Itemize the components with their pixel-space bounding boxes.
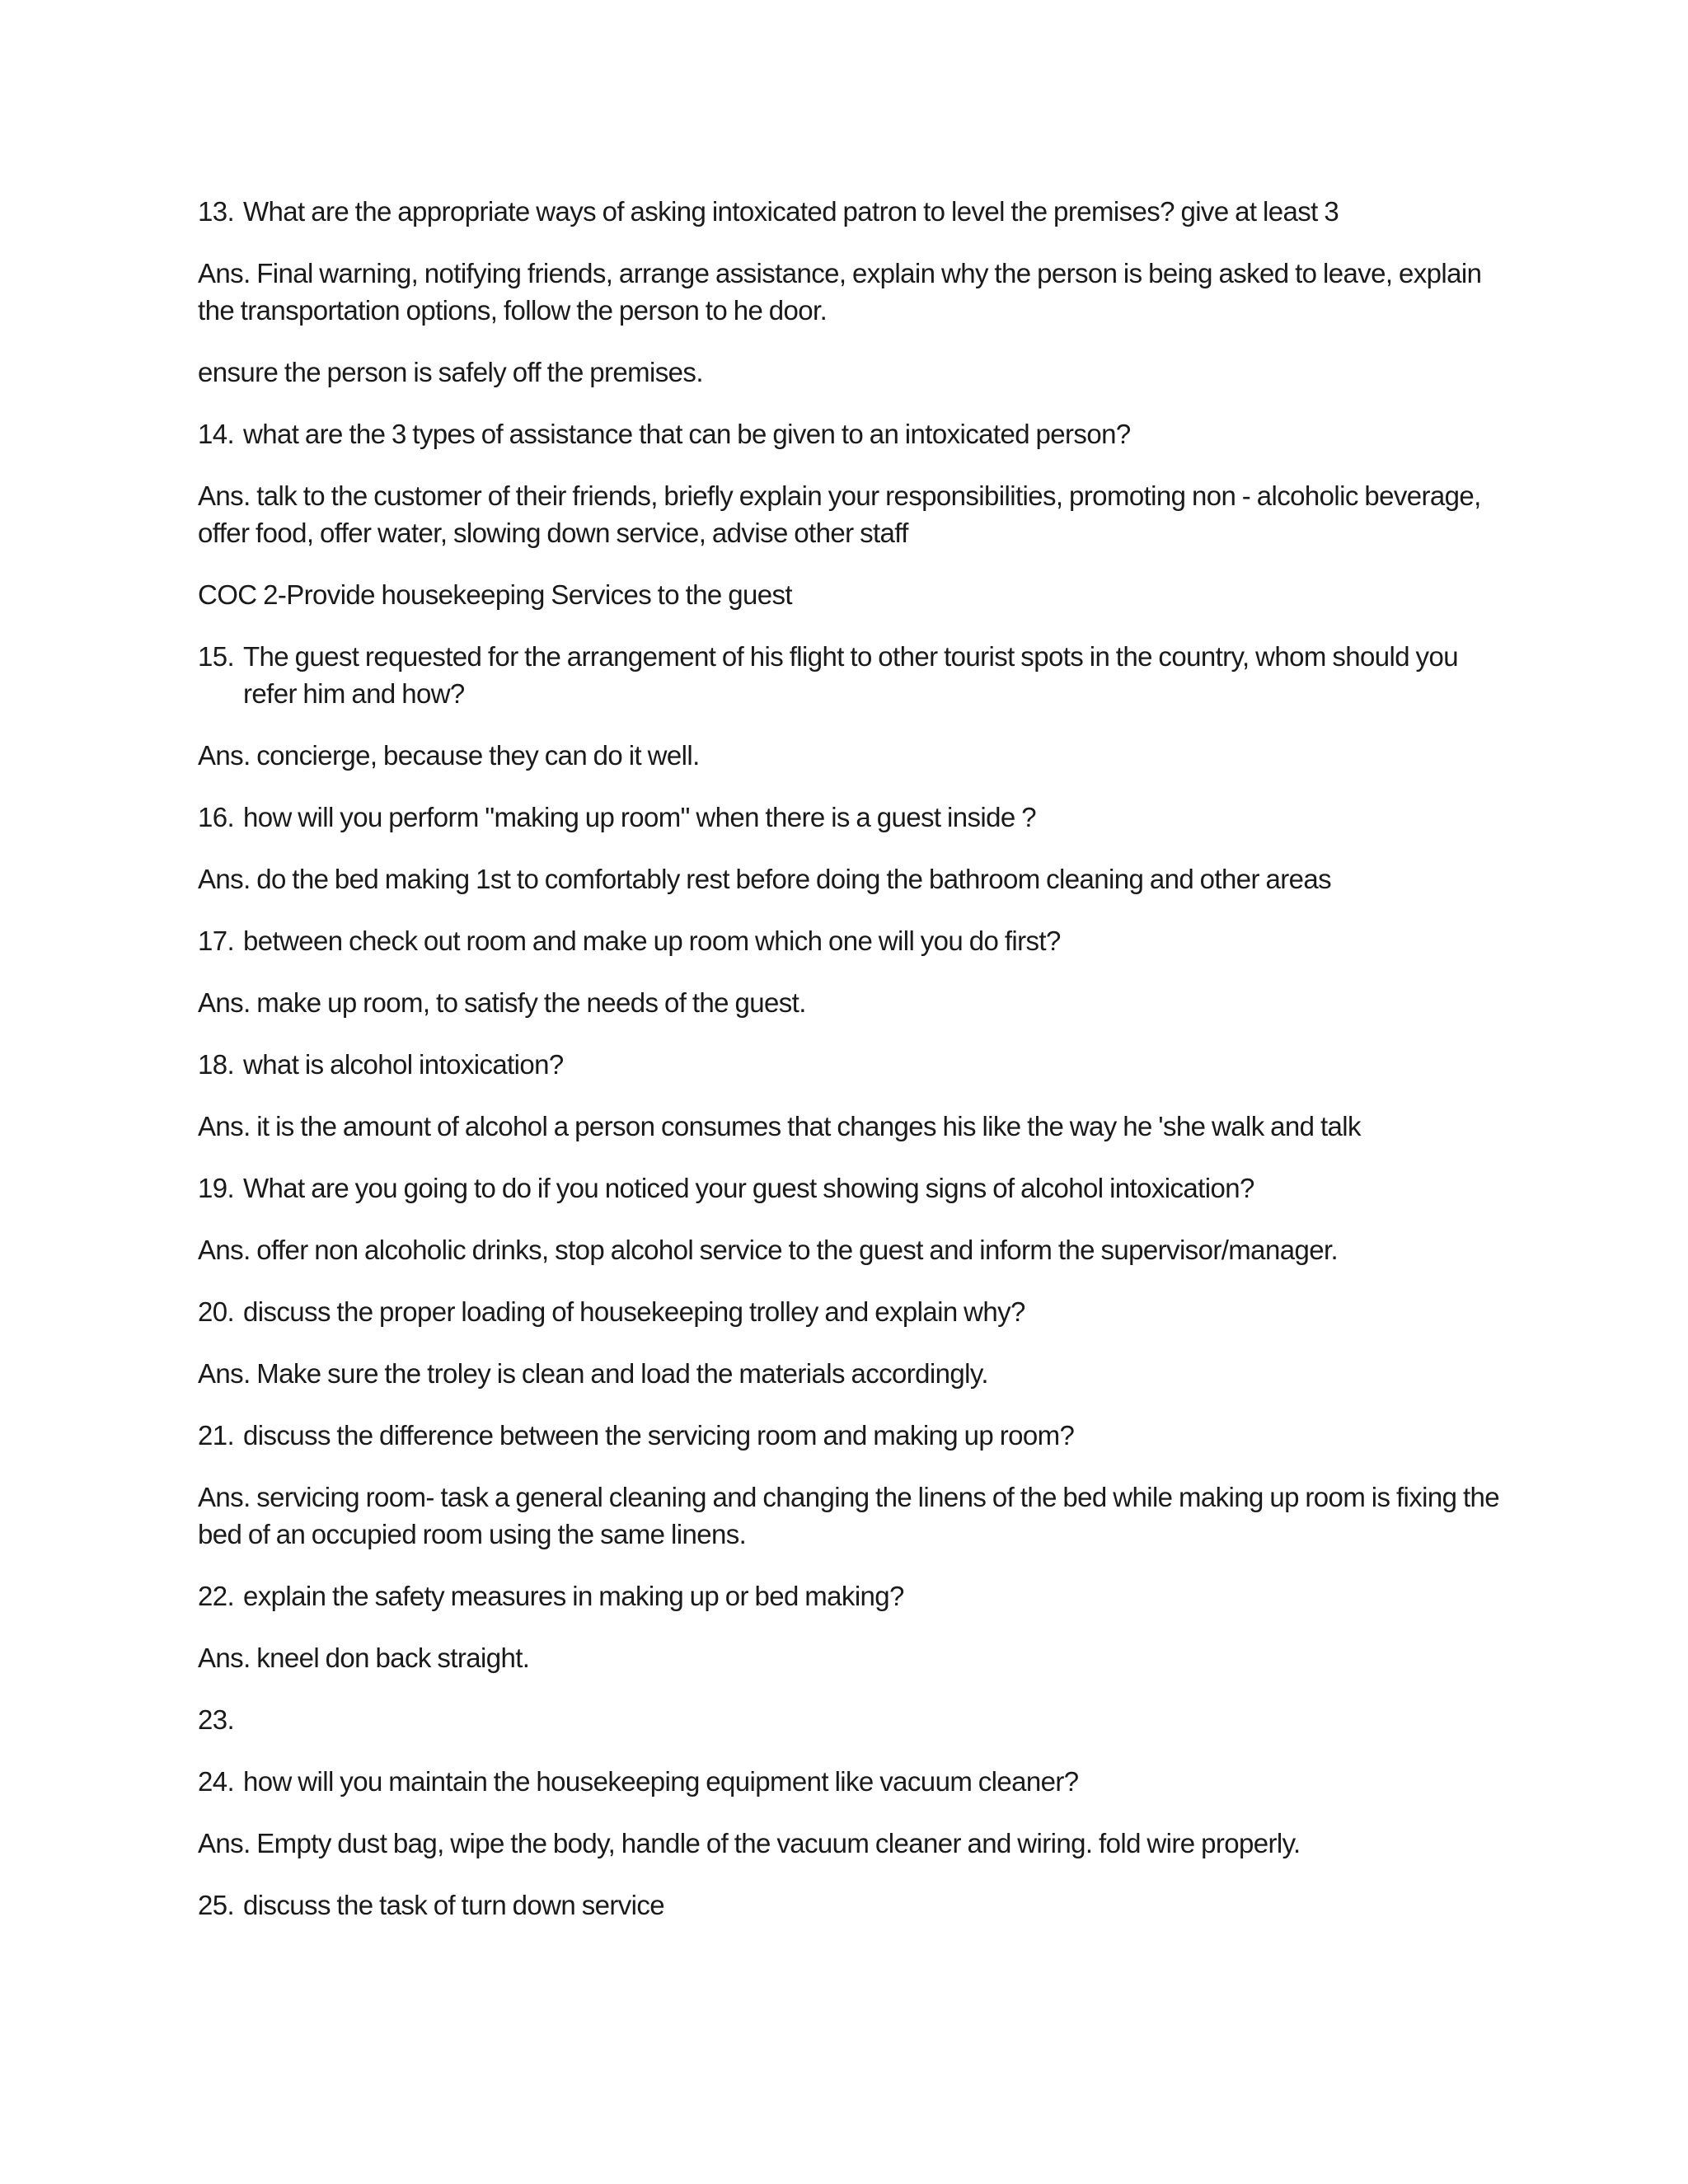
question-number: 24. [198,1766,235,1797]
document-body [198,193,1500,1948]
question-text: what are the 3 types of assistance that can be given to an intoxicated person? [243,419,1131,449]
question-number: 25. [198,1890,235,1920]
question-text: explain the safety measures in making up or bed making? [243,1581,904,1611]
question-13 [198,193,1500,230]
question-18 [198,1046,1500,1083]
answer-19: Ans. offer non alcoholic drinks, stop alcohol service to the guest and inform the supervisor/manager. [198,1235,1339,1265]
question-text: discuss the task of turn down service [243,1890,665,1920]
question-number: 15. [198,641,235,672]
question-number: 13. [198,196,235,227]
answer-13: Ans. Final warning, notifying friends, arrange assistance, explain why the person is being asked to leave, explain the transportation options, follow the person to he door. [198,258,1482,326]
question-number: 17. [198,926,235,956]
question-number: 16. [198,802,235,832]
question-text: What are you going to do if you noticed your guest showing signs of alcohol intoxication? [243,1173,1254,1203]
question-number: 20. [198,1296,235,1327]
answer-20: Ans. Make sure the troley is clean and load the materials accordingly. [198,1358,988,1389]
question-text: What are the appropriate ways of asking intoxicated patron to level the premises? give at least 3 [243,196,1339,227]
question-number: 19. [198,1173,235,1203]
question-text [243,1701,1500,1738]
question-23 [198,1701,1500,1738]
question-text: discuss the difference between the servicing room and making up room? [243,1420,1075,1451]
question-text: what is alcohol intoxication? [243,1049,564,1080]
question-text: The guest requested for the arrangement of his flight to other tourist spots in the country, whom should you refer him and how? [243,641,1458,709]
answer-16: Ans. do the bed making 1st to comfortably rest before doing the bathroom cleaning and other areas [198,864,1332,894]
question-17 [198,922,1500,959]
answer-17: Ans. make up room, to satisfy the needs of the guest. [198,987,806,1018]
answer-18: Ans. it is the amount of alcohol a person consumes that changes his like the way he 'she walk and talk [198,1111,1361,1141]
question-19 [198,1169,1500,1207]
question-text: how will you maintain the housekeeping equipment like vacuum cleaner? [243,1766,1079,1797]
question-22 [198,1577,1500,1615]
answer-21: Ans. servicing room- task a general cleaning and changing the linens of the bed while making up room is fixing the bed of an occupied room using the same linens. [198,1482,1500,1549]
answer-22: Ans. kneel don back straight. [198,1643,530,1673]
question-15 [198,638,1500,712]
answer-14: Ans. talk to the customer of their friends, briefly explain your responsibilities, promoting non - alcoholic beverage, offer food, offer water, slowing down service, advise other staff [198,480,1481,548]
question-number: 23. [198,1704,235,1735]
question-20 [198,1293,1500,1330]
section-heading: COC 2-Provide housekeeping Services to the guest [198,579,792,610]
question-number: 22. [198,1581,235,1611]
question-24 [198,1763,1500,1800]
answer-13-continued: ensure the person is safely off the premises. [198,357,703,387]
question-text: how will you perform "making up room" when there is a guest inside ? [243,802,1036,832]
question-number: 14. [198,419,235,449]
answer-24: Ans. Empty dust bag, wipe the body, handle of the vacuum cleaner and wiring. fold wire properly. [198,1828,1301,1858]
question-14 [198,415,1500,452]
question-number: 18. [198,1049,235,1080]
question-text: between check out room and make up room which one will you do first? [243,926,1061,956]
question-21 [198,1417,1500,1454]
question-number: 21. [198,1420,235,1451]
question-text: discuss the proper loading of housekeeping trolley and explain why? [243,1296,1025,1327]
answer-15: Ans. concierge, because they can do it well. [198,740,700,771]
question-25 [198,1886,1500,1924]
question-16 [198,799,1500,836]
